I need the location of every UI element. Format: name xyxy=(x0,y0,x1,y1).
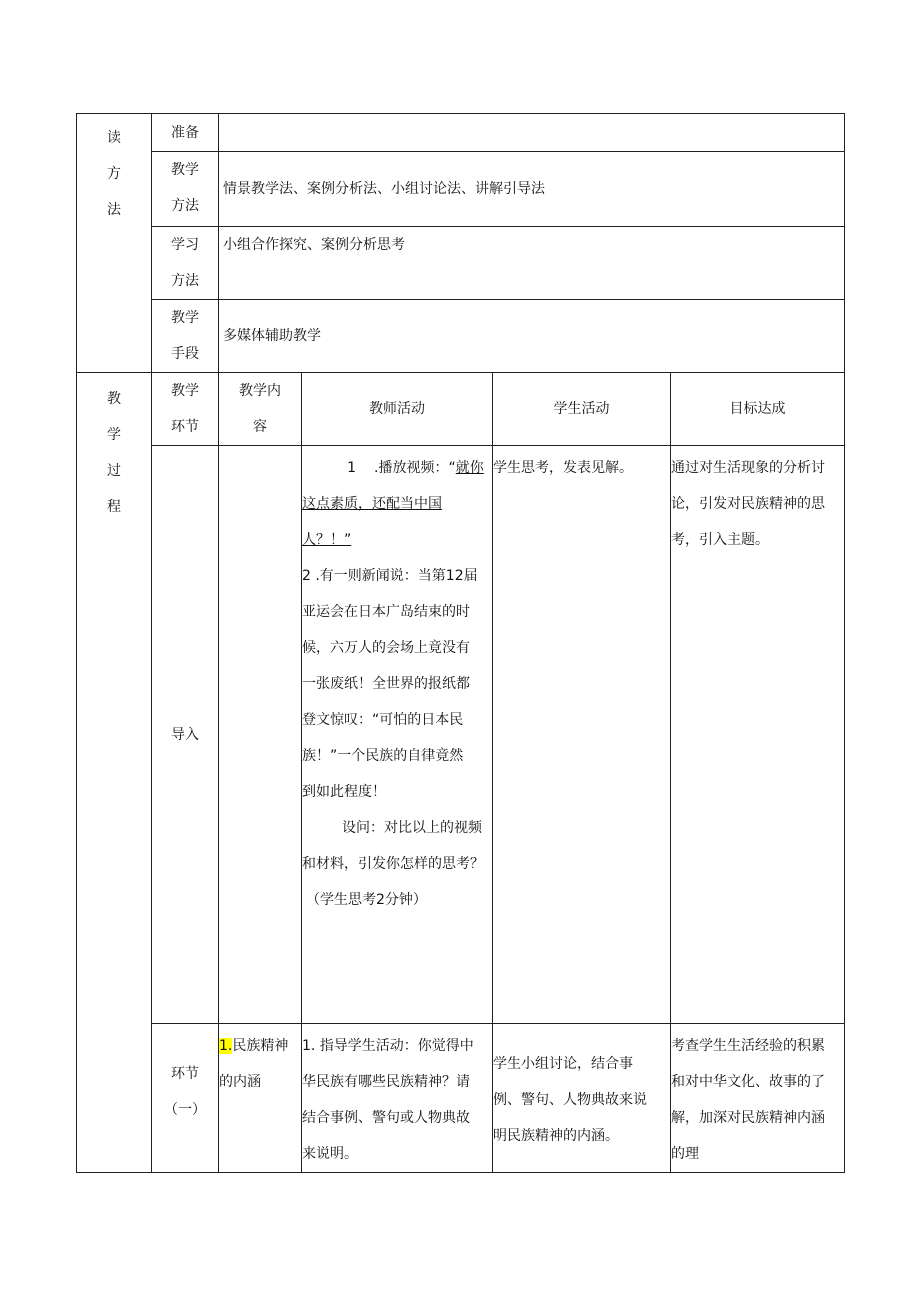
news-line: 亚运会在日本广岛结束的时 xyxy=(302,604,470,620)
news-line: 2 .有一则新闻说：当第12届 xyxy=(302,568,478,584)
intro-row xyxy=(77,446,845,1024)
content-line: 的内涵 xyxy=(219,1074,261,1090)
row-label-line: 手段 xyxy=(171,346,199,362)
goal-line: 论，引发对民族精神的思 xyxy=(671,496,825,512)
row-label-line: 学习 xyxy=(171,237,199,253)
intro-teacher-activity xyxy=(302,446,493,1024)
group-label-char: 学 xyxy=(107,427,121,443)
row-teaching-means xyxy=(77,300,845,373)
header-line: 教学内 xyxy=(239,383,281,399)
question-line: 和材料，引发你怎样的思考？ xyxy=(302,856,484,872)
row-label-line: 准备 xyxy=(171,124,199,141)
row-content: 小组合作探究、案例分析思考 xyxy=(219,227,845,300)
intro-student-activity: 学生思考，发表见解。 xyxy=(493,446,671,1024)
header-line: 容 xyxy=(253,419,267,435)
segment1-content xyxy=(219,1024,302,1173)
student-line: 学生小组讨论，结合事 xyxy=(493,1056,633,1072)
intro-goal xyxy=(671,446,845,1024)
row-label-line: 教学 xyxy=(171,310,199,326)
group-label-char: 教 xyxy=(107,391,121,407)
item-text: .播放视频：“ xyxy=(374,460,456,476)
row-label-line: 教学 xyxy=(171,162,199,178)
row-label xyxy=(152,300,219,373)
row-content xyxy=(219,114,845,152)
row-content: 情景教学法、案例分析法、小组讨论法、讲解引导法 xyxy=(219,152,845,227)
row-content: 多媒体辅助教学 xyxy=(219,300,845,373)
video-title-link[interactable]: 这点素质，还配当中国 xyxy=(302,496,442,512)
student-line: 例、警句、人物典故来说 xyxy=(493,1092,647,1108)
group-label-char: 程 xyxy=(107,499,121,515)
row-label-line: 方法 xyxy=(171,273,199,289)
news-line: 一张废纸！全世界的报纸都 xyxy=(302,676,470,692)
lesson-plan-table xyxy=(76,113,845,1173)
intro-content xyxy=(219,446,302,1024)
header-line: 教学 xyxy=(171,383,199,399)
teacher-line: 结合事例、警句或人物典故 xyxy=(302,1110,470,1126)
group-label-char: 方 xyxy=(107,166,121,182)
video-title-link[interactable]: 就你 xyxy=(455,460,484,476)
row-teaching-method xyxy=(77,152,845,227)
group-label-char: 读 xyxy=(107,130,121,146)
goal-line: 通过对生活现象的分析讨 xyxy=(671,460,825,476)
goal-line: 和对中华文化、故事的了 xyxy=(671,1074,825,1090)
row-label xyxy=(152,152,219,227)
teacher-item-1 xyxy=(302,450,492,486)
goal-line: 的理 xyxy=(671,1146,699,1162)
question-line: （学生思考2分钟） xyxy=(306,892,427,908)
segment1-teacher-activity xyxy=(302,1024,493,1173)
header-teacher: 教师活动 xyxy=(302,373,493,446)
header-segment xyxy=(152,373,219,446)
segment-line: 环节 xyxy=(171,1066,199,1082)
news-line: 族！”一个民族的自律竟然 xyxy=(302,748,464,764)
content-number: 1. xyxy=(219,1038,233,1054)
video-title-link[interactable]: 人？！” xyxy=(302,532,352,548)
methods-group-label xyxy=(77,114,152,373)
row-label xyxy=(152,227,219,300)
question-line: 设问：对比以上的视频 xyxy=(342,820,482,836)
segment1-student-activity xyxy=(493,1024,671,1173)
header-goal: 目标达成 xyxy=(671,373,845,446)
segment-1-label xyxy=(152,1024,219,1173)
news-line: 登文惊叹：“可怕的日本民 xyxy=(302,712,464,728)
news-line: 到如此程度！ xyxy=(302,784,386,800)
header-student: 学生活动 xyxy=(493,373,671,446)
goal-line: 考，引入主题。 xyxy=(671,532,769,548)
group-label-char: 法 xyxy=(107,202,121,218)
content-line: 民族精神 xyxy=(232,1038,289,1054)
group-label-char: 过 xyxy=(107,463,121,479)
teacher-line: 1. 指导学生活动：你觉得中 xyxy=(302,1038,474,1054)
process-group-label xyxy=(77,373,152,1173)
row-label xyxy=(152,114,219,152)
goal-line: 解，加深对民族精神内涵 xyxy=(671,1110,825,1126)
segment-intro: 导入 xyxy=(152,446,219,1024)
news-line: 候，六万人的会场上竟没有 xyxy=(302,640,470,656)
row-preparation xyxy=(77,114,845,152)
process-header-row xyxy=(77,373,845,446)
goal-line: 考查学生生活经验的积累 xyxy=(671,1038,825,1054)
row-label-line: 方法 xyxy=(171,198,199,214)
teacher-line: 来说明。 xyxy=(302,1146,358,1162)
row-learning-method xyxy=(77,227,845,300)
teacher-line: 华民族有哪些民族精神？请 xyxy=(302,1074,470,1090)
item-number: 1 xyxy=(347,460,356,476)
segment1-row xyxy=(77,1024,845,1173)
header-line: 环节 xyxy=(171,419,199,435)
header-content xyxy=(219,373,302,446)
student-line: 明民族精神的内涵。 xyxy=(493,1128,619,1144)
segment1-goal xyxy=(671,1024,845,1173)
segment-line: （一） xyxy=(164,1102,206,1118)
